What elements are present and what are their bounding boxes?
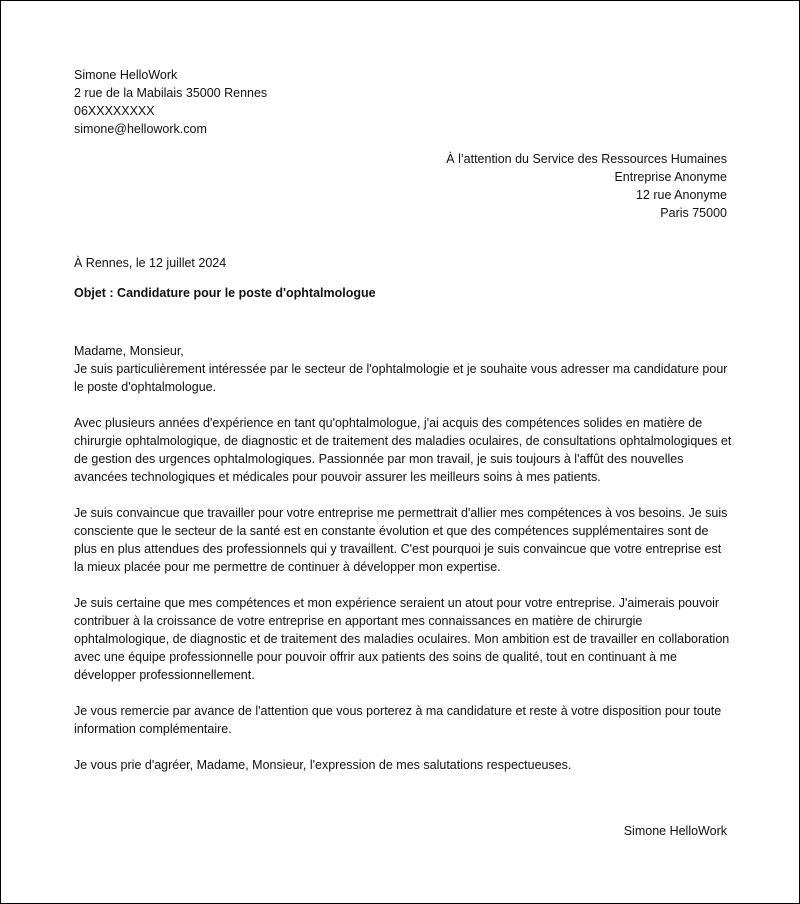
recipient-city: Paris 75000 [660,206,727,220]
recipient-company: Entreprise Anonyme [614,170,727,184]
paragraph-contribution: Je suis certaine que mes compétences et mon expérience seraient un atout pour votre entreprise. J'aimerais pouvoir contribuer à la croissance de votre entreprise en apportant mes connaissances en matière de chirurgie ophtalmologique, de diagnostic et de traitement des maladies oculaires. Mon ambition est de travailler en collaboration avec une équipe professionnelle pour pouvoir offrir aux patients des soins de qualité, tout en continuant à me développer professionnellement. [74,596,730,682]
date-line: À Rennes, le 12 juillet 2024 [74,256,227,270]
paragraph-experience: Avec plusieurs années d'expérience en tant qu'ophtalmologue, j'ai acquis des compétences solides en matière de chirurgie ophtalmologique, de diagnostic et de traitement des maladies oculaires, de consultations ophtalmologiques et de gestion des urgences ophtalmologiques. Passionnée par mon travail, je suis toujours à l'affût des nouvelles avancées technologiques et médicales pour pouvoir assurer les meilleurs soins à mes patients. [74,416,732,484]
sender-name: Simone HelloWork [74,68,178,82]
sender-block [74,66,267,138]
sender-phone: 06XXXXXXXX [74,104,155,118]
paragraph-thanks: Je vous remercie par avance de l'attention que vous porterez à ma candidature et reste à votre disposition pour toute information complémentaire. [74,704,722,736]
salutation: Madame, Monsieur, [74,344,184,358]
sender-address: 2 rue de la Mabilais 35000 Rennes [74,86,268,100]
paragraph-motivation: Je suis convaincue que travailler pour votre entreprise me permettrait d'allier mes compétences à vos besoins. Je suis consciente que le secteur de la santé est en constante évolution et que des compétences supplémentaires sont de plus en plus attendues des professionnels qui y travaillent. C'est pourquoi je suis convaincue que votre entreprise est la mieux placée pour me permettre de continuer à développer mon expertise. [74,506,728,574]
sender-email: simone@hellowork.com [74,122,207,136]
recipient-block [446,150,727,222]
subject-line: Objet : Candidature pour le poste d'ophtalmologue [74,286,376,300]
paragraph-intro: Je suis particulièrement intéressée par le secteur de l'ophtalmologie et je souhaite vous adresser ma candidature pour le poste d'ophtalmologue. [74,362,728,394]
signature: Simone HelloWork [623,824,727,838]
letter-body [74,342,734,792]
recipient-attention: À l’attention du Service des Ressources Humaines [446,152,727,166]
recipient-street: 12 rue Anonyme [635,188,727,202]
paragraph-closing: Je vous prie d'agréer, Madame, Monsieur, l'expression de mes salutations respectueuses. [74,758,572,772]
